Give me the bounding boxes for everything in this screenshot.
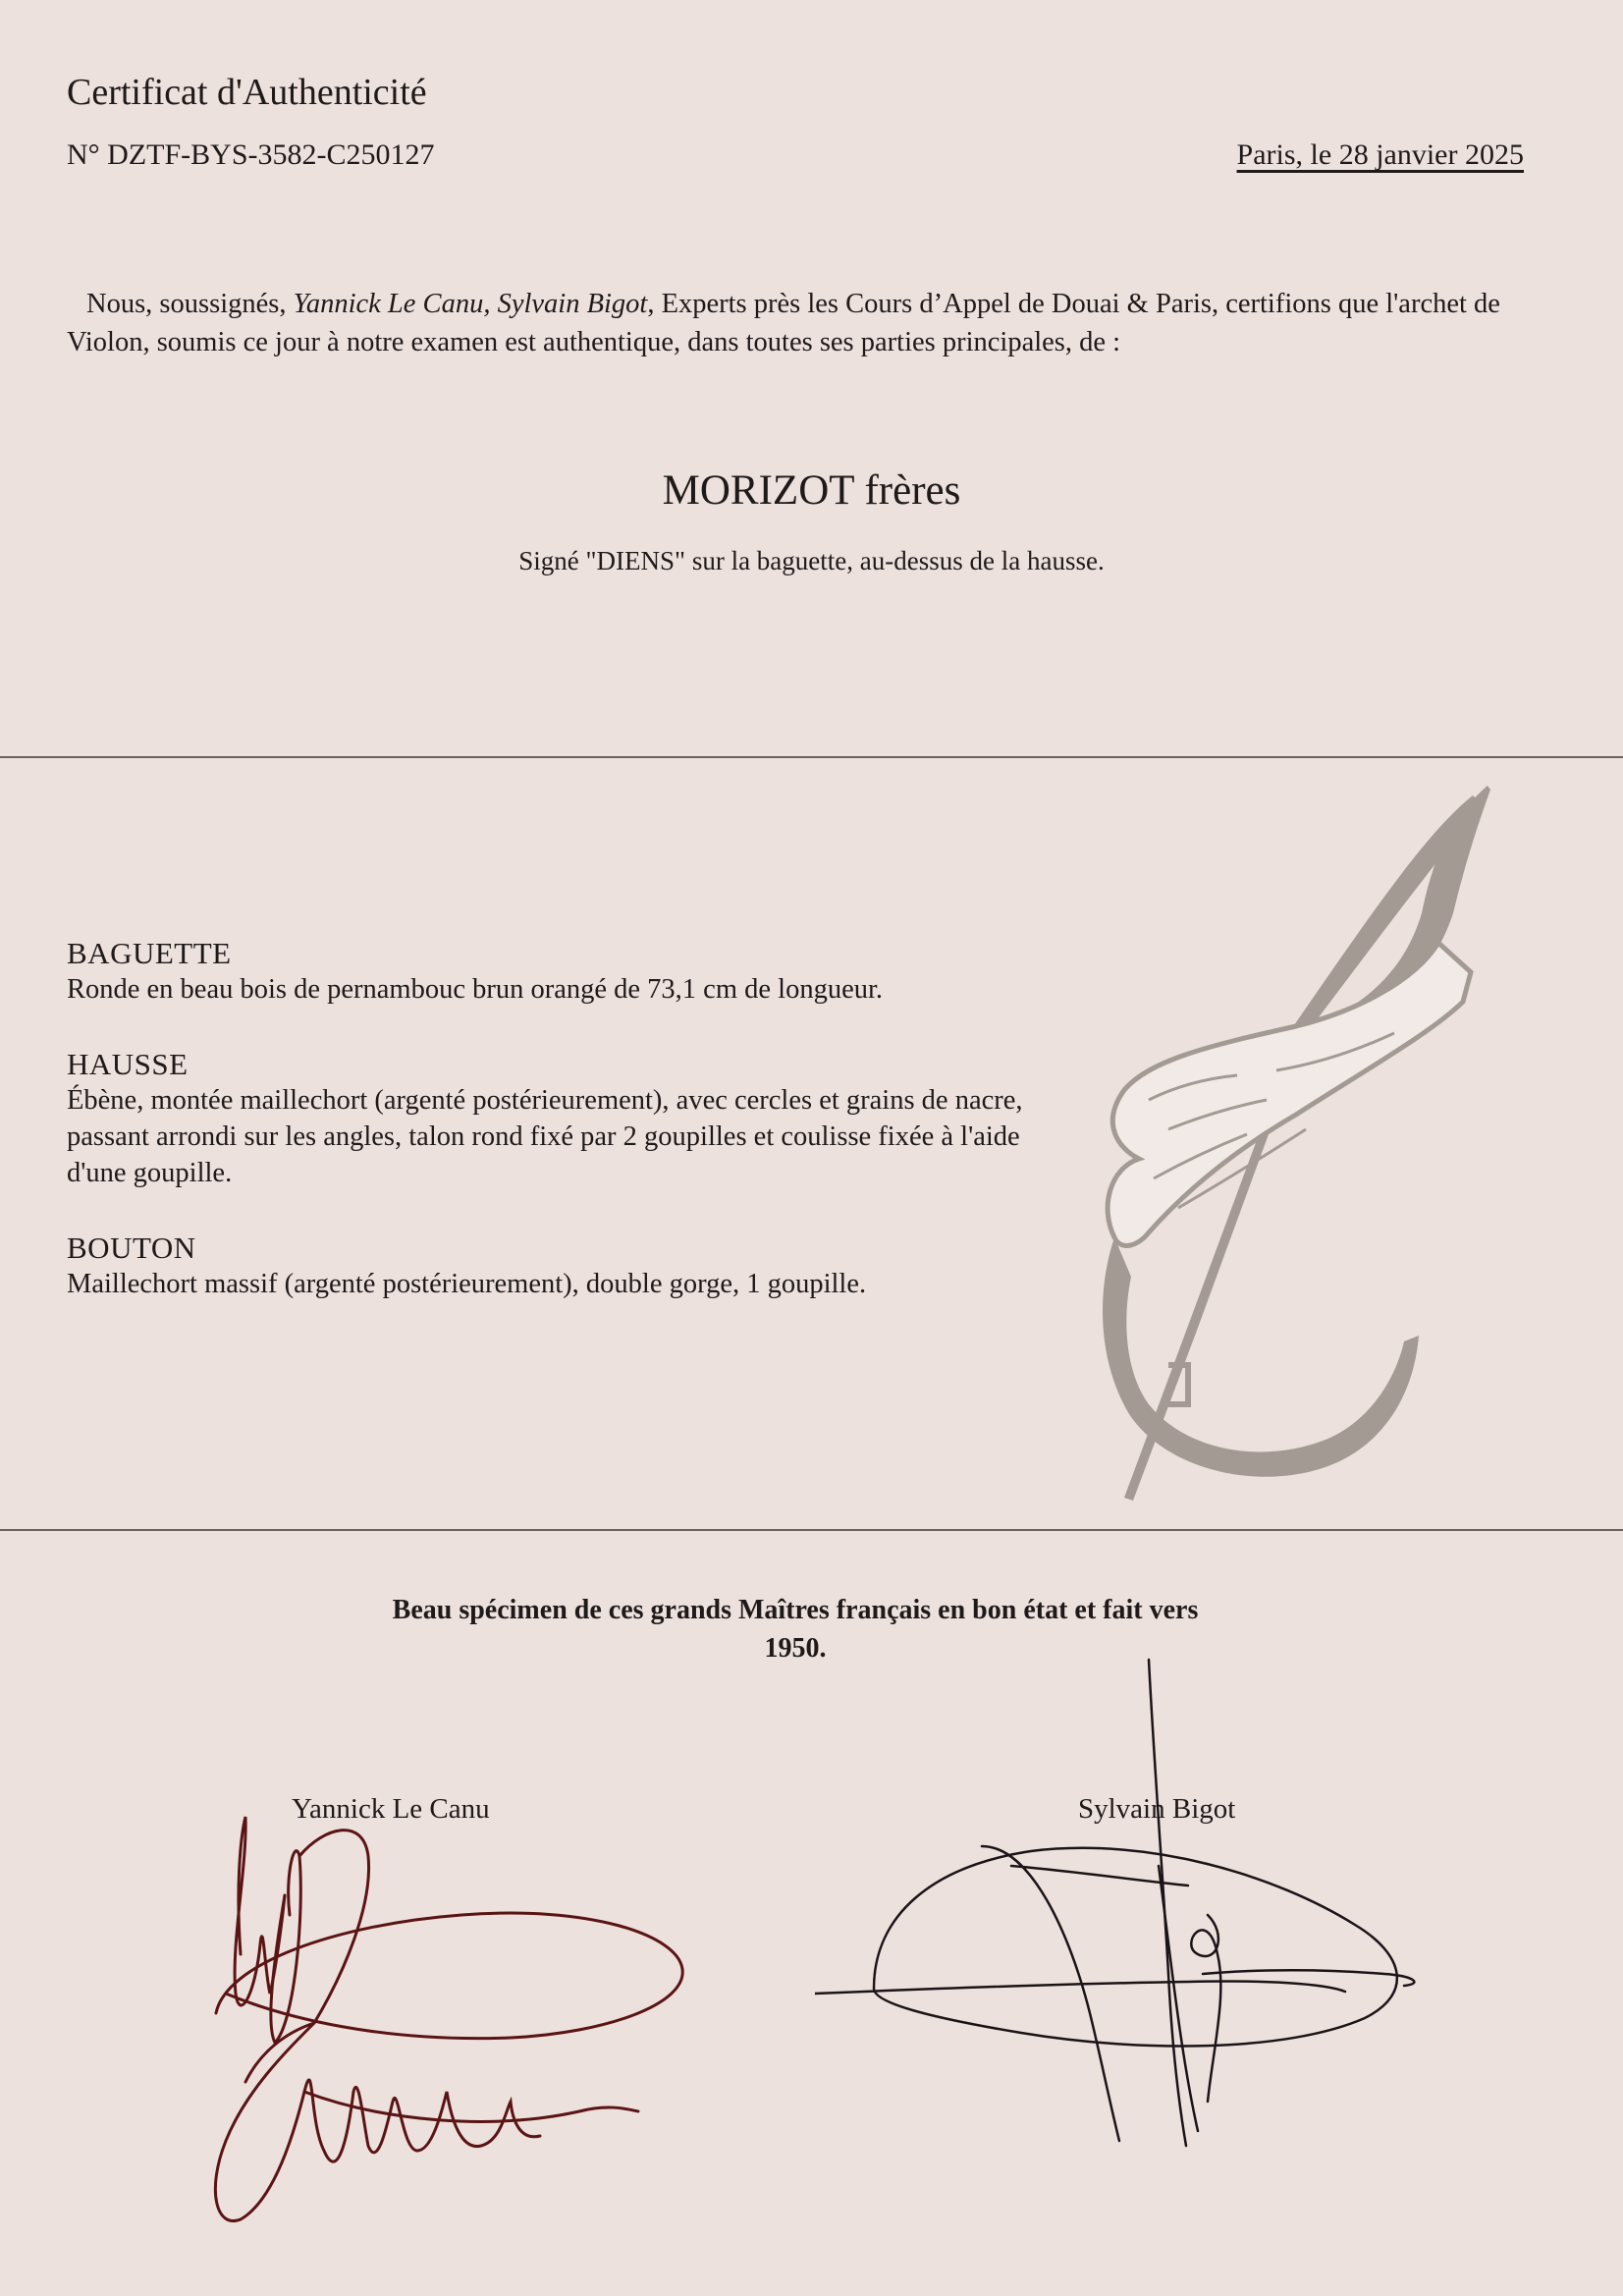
maker-name: MORIZOT frères bbox=[662, 467, 961, 514]
section-hausse bbox=[67, 1047, 1029, 1191]
signer-name-1: Yannick Le Canu bbox=[292, 1793, 490, 1825]
ribbon-icon bbox=[1103, 943, 1471, 1477]
section-baguette bbox=[67, 936, 1029, 1008]
section-title: HAUSSE bbox=[67, 1047, 189, 1081]
quill-ribbon-emblem bbox=[1041, 776, 1532, 1522]
section-title: BAGUETTE bbox=[67, 936, 232, 970]
section-body: Ébène, montée maillechort (argenté postérieurement), avec cercles et grains de nacre, passant arrondi sur les angles, talon rond fixé par 2 goupilles et coulisse fixée à l'aide d'une goupille. bbox=[67, 1085, 1023, 1188]
fold-line bbox=[0, 1529, 1623, 1531]
certificate-title: Certificat d'Authenticité bbox=[67, 72, 427, 113]
intro-body: , Experts près les Cours d’Appel de Douai & Paris, certifions que l'archet de Violon, soumis ce jour à notre examen est authentique, dans toutes ses parties principales, de : bbox=[67, 289, 1500, 357]
conclusion-statement: Beau spécimen de ces grands Maîtres français en bon état et fait vers 1950. bbox=[392, 1595, 1199, 1664]
section-body: Ronde en beau bois de pernambouc brun orangé de 73,1 cm de longueur. bbox=[67, 974, 884, 1005]
signature-note: Signé "DIENS" sur la baguette, au-dessus de la hausse. bbox=[518, 546, 1105, 575]
section-body: Maillechort massif (argenté postérieurement), double gorge, 1 goupille. bbox=[67, 1269, 867, 1299]
intro-lead: Nous, soussignés, bbox=[86, 289, 294, 319]
place-and-date: Paris, le 28 janvier 2025 bbox=[1236, 138, 1524, 171]
intro-paragraph bbox=[67, 285, 1520, 361]
signature-yannick-le-canu bbox=[167, 1797, 776, 2249]
certificate-number: N° DZTF-BYS-3582-C250127 bbox=[67, 138, 435, 171]
intro-experts: Yannick Le Canu, Sylvain Bigot bbox=[293, 289, 648, 319]
fold-line bbox=[0, 756, 1623, 758]
signer-name-2: Sylvain Bigot bbox=[1078, 1793, 1236, 1825]
section-bouton bbox=[67, 1230, 1029, 1302]
section-title: BOUTON bbox=[67, 1230, 196, 1265]
signature-sylvain-bigot bbox=[815, 1640, 1542, 2160]
